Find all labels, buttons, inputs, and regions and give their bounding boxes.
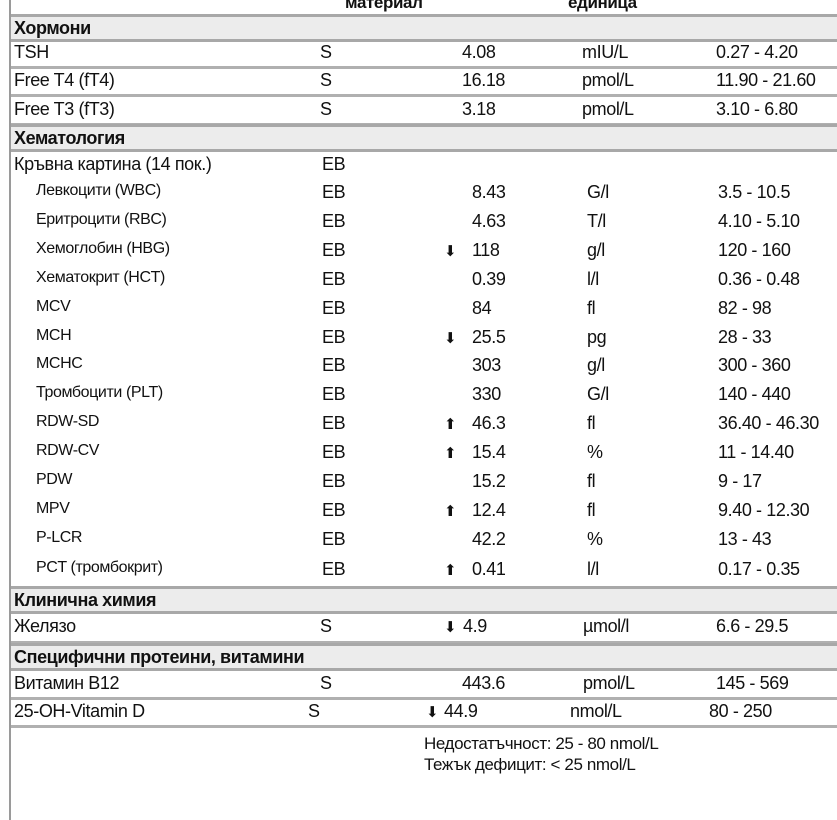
- result-value: 25.5: [472, 327, 506, 347]
- section-header: [11, 124, 837, 152]
- table-row: [11, 269, 837, 294]
- column-header-unit: единица: [568, 0, 637, 12]
- reference-range: 11 - 14.40: [718, 442, 794, 462]
- reference-range: 3.5 - 10.5: [718, 182, 791, 202]
- table-row: [11, 42, 837, 69]
- material: EB: [322, 413, 346, 433]
- test-name: MCV: [36, 298, 71, 315]
- result-value: 330: [472, 384, 501, 404]
- section-title: Хормони: [14, 18, 91, 38]
- section-title: Клинична химия: [14, 590, 157, 610]
- result-value: 42.2: [472, 529, 506, 549]
- test-name: MCH: [36, 327, 72, 344]
- test-name: RDW-SD: [36, 413, 100, 430]
- unit: fl: [587, 413, 596, 433]
- material: EB: [322, 327, 346, 347]
- test-name: MCHC: [36, 355, 83, 372]
- material: EB: [322, 269, 346, 289]
- table-row: [11, 211, 837, 236]
- material: EB: [322, 529, 346, 549]
- test-name: Free T3 (fT3): [14, 99, 115, 119]
- table-row: [11, 298, 837, 323]
- table-row: [11, 701, 837, 728]
- unit: %: [587, 442, 603, 462]
- reference-range: 0.36 - 0.48: [718, 269, 800, 289]
- material: S: [320, 42, 332, 62]
- test-name: Витамин B12: [14, 673, 120, 693]
- reference-range: 145 - 569: [716, 673, 789, 693]
- reference-range: 9.40 - 12.30: [718, 500, 810, 520]
- table-row: [11, 413, 837, 438]
- test-name: Тромбоцити (PLT): [36, 384, 163, 401]
- unit: µmol/l: [583, 616, 629, 636]
- result-value: 84: [472, 298, 492, 318]
- vitamin-d-note: [424, 733, 658, 775]
- reference-range: 140 - 440: [718, 384, 791, 404]
- unit: pg: [587, 327, 607, 347]
- test-name: Желязо: [14, 616, 76, 636]
- material: EB: [322, 384, 346, 404]
- result-value: 4.08: [462, 42, 496, 62]
- result-value: 0.39: [472, 269, 506, 289]
- group-row: [11, 154, 837, 180]
- test-name: P-LCR: [36, 529, 83, 546]
- test-name: PDW: [36, 471, 73, 488]
- table-row: [11, 240, 837, 265]
- note-line: Тежък дефицит: < 25 nmol/L: [424, 755, 636, 774]
- material: EB: [322, 559, 346, 579]
- unit: l/l: [587, 269, 599, 289]
- test-name: Левкоцити (WBC): [36, 182, 161, 199]
- result-value: 8.43: [472, 182, 506, 202]
- arrow-down-icon: ⬇: [444, 619, 457, 636]
- unit: mIU/L: [582, 42, 629, 62]
- reference-range: 4.10 - 5.10: [718, 211, 800, 231]
- material: S: [308, 701, 320, 721]
- material: EB: [322, 211, 346, 231]
- reference-range: 82 - 98: [718, 298, 772, 318]
- material: EB: [322, 154, 346, 174]
- table-row: [11, 442, 837, 467]
- table-row: [11, 182, 837, 207]
- test-name: PCT (тромбокрит): [36, 559, 163, 576]
- unit: pmol/L: [582, 70, 634, 90]
- material: S: [320, 673, 332, 693]
- table-row: [11, 471, 837, 496]
- test-name: Кръвна картина (14 пок.): [14, 154, 212, 174]
- reference-range: 120 - 160: [718, 240, 791, 260]
- result-value: 44.9: [444, 701, 478, 721]
- result-value: 12.4: [472, 500, 506, 520]
- reference-range: 9 - 17: [718, 471, 762, 491]
- unit: nmol/L: [570, 701, 622, 721]
- material: EB: [322, 182, 346, 202]
- unit: fl: [587, 500, 596, 520]
- unit: %: [587, 529, 603, 549]
- reference-range: 3.10 - 6.80: [716, 99, 798, 119]
- arrow-up-icon: ⬆: [444, 503, 457, 520]
- unit: g/l: [587, 240, 605, 260]
- reference-range: 13 - 43: [718, 529, 772, 549]
- test-name: Еритроцити (RBC): [36, 211, 167, 228]
- test-name: Free T4 (fT4): [14, 70, 115, 90]
- test-name: TSH: [14, 42, 49, 62]
- unit: l/l: [587, 559, 599, 579]
- table-row: [11, 327, 837, 352]
- unit: G/l: [587, 384, 609, 404]
- test-name: MPV: [36, 500, 70, 517]
- test-name: Хематокрит (HCT): [36, 269, 165, 286]
- table-row: [11, 500, 837, 525]
- table-row: [11, 70, 837, 97]
- test-name: RDW-CV: [36, 442, 100, 459]
- section-title: Специфични протеини, витамини: [14, 647, 305, 667]
- table-row: [11, 616, 837, 644]
- unit: pmol/L: [583, 673, 635, 693]
- table-row: [11, 673, 837, 700]
- unit: fl: [587, 298, 596, 318]
- arrow-up-icon: ⬆: [444, 416, 457, 433]
- reference-range: 11.90 - 21.60: [716, 70, 816, 90]
- material: EB: [322, 298, 346, 318]
- table-row: [11, 355, 837, 380]
- result-value: 0.41: [472, 559, 506, 579]
- material: EB: [322, 240, 346, 260]
- result-value: 4.63: [472, 211, 506, 231]
- section-header: [11, 586, 837, 614]
- table-row: [11, 384, 837, 409]
- material: S: [320, 70, 332, 90]
- note-line: Недостатъчност: 25 - 80 nmol/L: [424, 734, 659, 753]
- material: EB: [322, 500, 346, 520]
- arrow-up-icon: ⬆: [444, 562, 457, 579]
- result-value: 118: [472, 240, 500, 260]
- reference-range: 0.27 - 4.20: [716, 42, 798, 62]
- result-value: 16.18: [462, 70, 506, 90]
- column-header-material: материал: [345, 0, 423, 12]
- material: EB: [322, 442, 346, 462]
- result-value: 46.3: [472, 413, 506, 433]
- result-value: 4.9: [463, 616, 487, 636]
- result-value: 443.6: [462, 673, 506, 693]
- unit: G/l: [587, 182, 609, 202]
- unit: T/l: [587, 211, 606, 231]
- reference-range: 80 - 250: [709, 701, 772, 721]
- material: EB: [322, 355, 346, 375]
- reference-range: 36.40 - 46.30: [718, 413, 819, 433]
- reference-range: 300 - 360: [718, 355, 791, 375]
- section-title: Хематология: [14, 128, 125, 148]
- material: EB: [322, 471, 346, 491]
- unit: g/l: [587, 355, 605, 375]
- material: S: [320, 99, 332, 119]
- unit: fl: [587, 471, 596, 491]
- unit: pmol/L: [582, 99, 634, 119]
- table-row: [11, 99, 837, 126]
- reference-range: 0.17 - 0.35: [718, 559, 800, 579]
- arrow-down-icon: ⬇: [444, 243, 457, 260]
- table-row: [11, 529, 837, 554]
- test-name: 25-OH-Vitamin D: [14, 701, 145, 721]
- reference-range: 6.6 - 29.5: [716, 616, 789, 636]
- arrow-up-icon: ⬆: [444, 445, 457, 462]
- reference-range: 28 - 33: [718, 327, 772, 347]
- result-value: 15.2: [472, 471, 506, 491]
- section-header: [11, 643, 837, 671]
- table-row: [11, 559, 837, 584]
- section-header: [11, 14, 837, 42]
- result-value: 15.4: [472, 442, 506, 462]
- arrow-down-icon: ⬇: [444, 330, 457, 347]
- test-name: Хемоглобин (HBG): [36, 240, 170, 257]
- material: S: [320, 616, 332, 636]
- result-value: 3.18: [462, 99, 496, 119]
- result-value: 303: [472, 355, 501, 375]
- arrow-down-icon: ⬇: [426, 704, 439, 721]
